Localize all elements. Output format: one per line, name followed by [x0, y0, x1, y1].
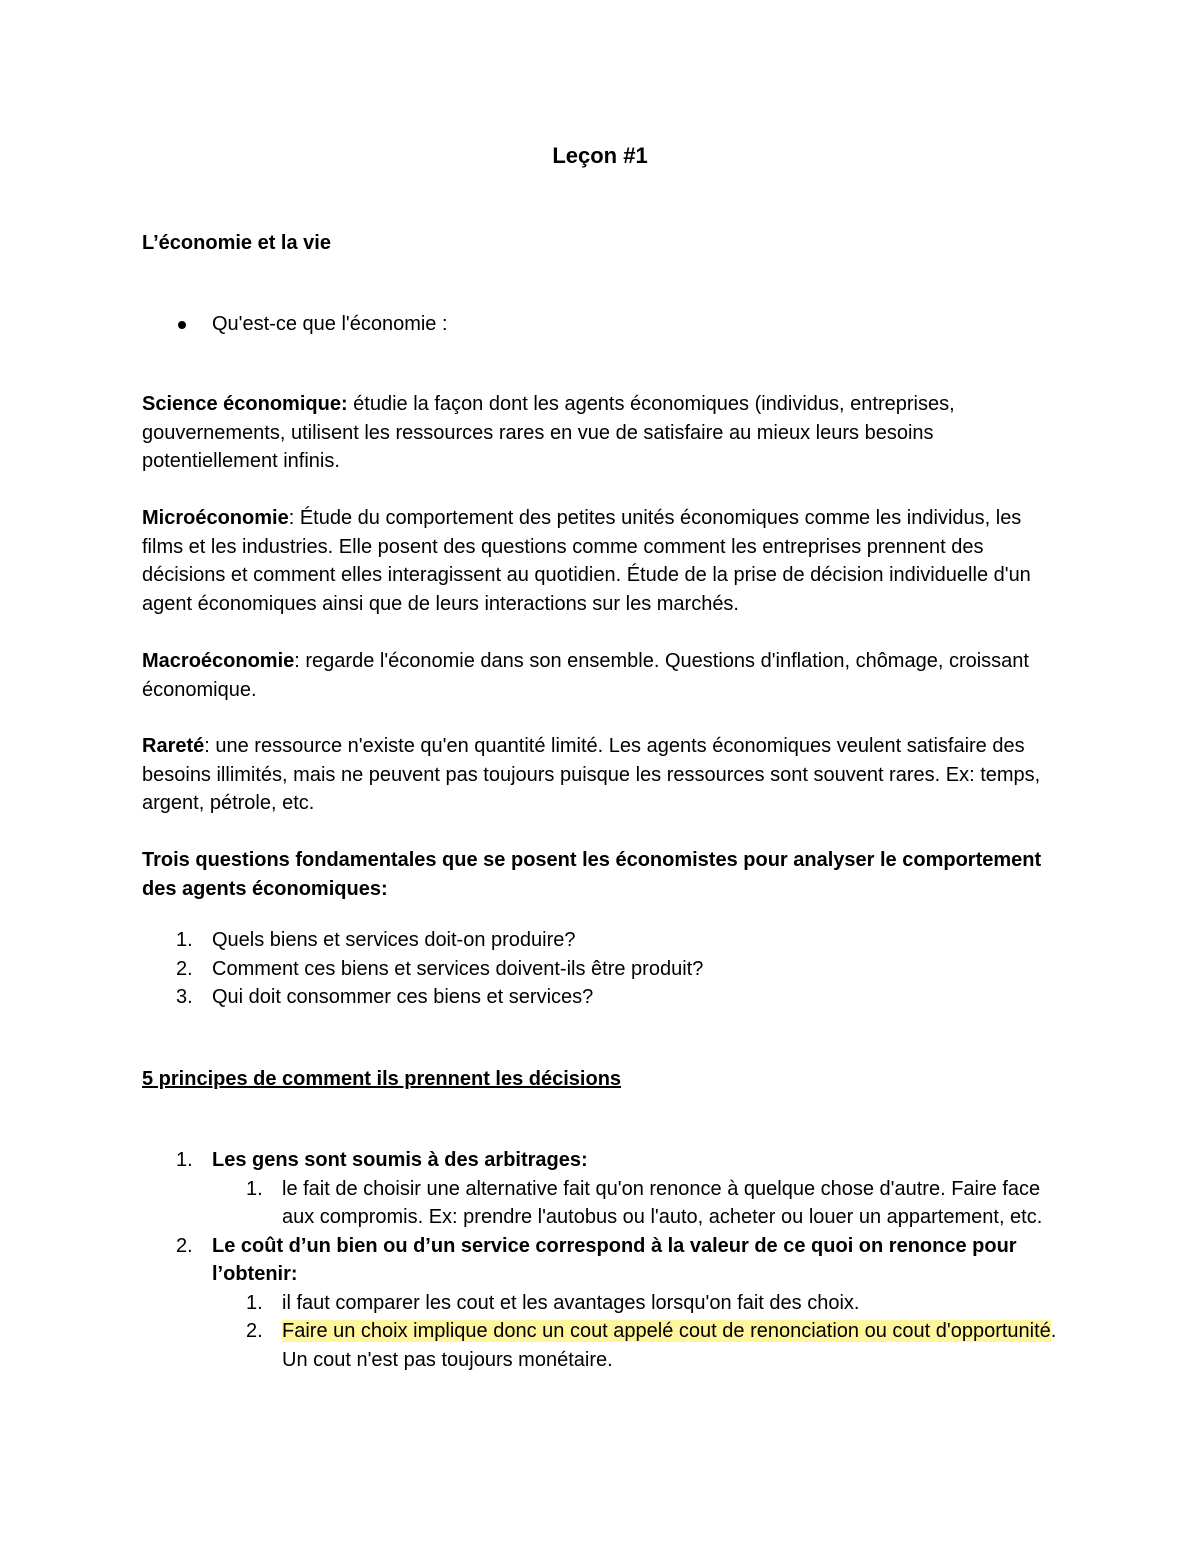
principe-item — [142, 1232, 1062, 1375]
list-item — [142, 983, 1062, 1012]
list-item — [142, 955, 1062, 984]
definition-macro: : regarde l'économie dans son ensemble. Questions d'inflation, chômage, croissant économique. — [142, 650, 1029, 701]
list-number: 3. — [176, 986, 193, 1008]
principe-item — [142, 1146, 1062, 1232]
page-title: Leçon #1 — [552, 143, 648, 168]
sub-list-item — [212, 1175, 1062, 1232]
sub-item-text: il faut comparer les cout et les avantages lorsqu'on fait des choix. — [282, 1291, 860, 1314]
question-text: Comment ces biens et services doivent-ils être produit? — [212, 957, 704, 980]
list-number: 2. — [246, 1320, 263, 1342]
principe-title: Le coût d’un bien ou d’un service correspond à la valeur de ce quoi on renonce pour l’obtenir: — [212, 1234, 1017, 1285]
list-item — [142, 926, 1062, 955]
trois-questions-heading: Trois questions fondamentales que se posent les économistes pour analyser le comportement des agents économiques: — [142, 849, 1042, 900]
question-text: Quels biens et services doit-on produire? — [212, 929, 576, 951]
list-number: 1. — [246, 1291, 263, 1314]
questions-list — [142, 926, 1062, 1012]
list-number: 1. — [176, 1149, 193, 1171]
bullet-list-item — [142, 310, 1062, 339]
list-number: 1. — [246, 1177, 263, 1200]
bullet-text: Qu'est-ce que l'économie : — [212, 313, 448, 335]
principes-list — [142, 1146, 1062, 1374]
definition-micro: : Étude du comportement des petites unités économiques comme les individus, les films et les industries. Elle posent des questions comme comment les entreprises prennent des décisions et comment elles interagissent au quotidien. Étude de la prise de décision individuelle d'un agent économiques ainsi que de leurs interactions sur les marchés. — [142, 507, 1031, 615]
bullet-icon — [178, 321, 186, 329]
paragraph-science — [142, 390, 1062, 476]
term-macro: Macroéconomie — [142, 650, 295, 672]
list-number: 2. — [176, 957, 193, 980]
list-number: 1. — [176, 929, 193, 951]
sub-item-text: le fait de choisir une alternative fait qu'on renonce à quelque chose d'autre. Faire face aux compromis. Ex: prendre l'autobus ou l'auto, acheter ou louer un appartement, etc. — [282, 1177, 1043, 1228]
term-micro: Microéconomie — [142, 507, 289, 529]
highlighted-text: Faire un choix implique donc un cout appelé cout de renonciation ou cout d'opportunité — [282, 1320, 1051, 1342]
section-heading: L’économie et la vie — [142, 232, 331, 254]
paragraph-rarete — [142, 732, 1062, 818]
principes-heading: 5 principes de comment ils prennent les décisions — [142, 1068, 622, 1090]
definition-rarete: : une ressource n'existe qu'en quantité limité. Les agents économiques veulent satisfaire des besoins illimités, mais ne peuvent pas toujours puisque les ressources sont souvent rares. Ex: temps, argent, pétrole, etc. — [142, 735, 1041, 814]
term-rarete: Rareté — [142, 735, 205, 757]
list-number: 2. — [176, 1234, 193, 1257]
paragraph-macro — [142, 647, 1062, 704]
principe-title: Les gens sont soumis à des arbitrages: — [212, 1149, 588, 1171]
sub-item-text: . Un cout n'est pas toujours monétaire. — [282, 1320, 1057, 1371]
sub-list-item — [212, 1317, 1062, 1374]
sub-list — [212, 1175, 1062, 1232]
paragraph-micro — [142, 504, 1062, 618]
term-science: Science économique: — [142, 393, 348, 415]
sub-list-item — [212, 1289, 1062, 1318]
definition-science: étudie la façon dont les agents économiques (individus, entreprises, gouvernements, utilisent les ressources rares en vue de satisfaire au mieux leurs besoins potentiellement infinis. — [142, 393, 955, 472]
sub-list — [212, 1289, 1062, 1375]
question-text: Qui doit consommer ces biens et services? — [212, 986, 594, 1008]
